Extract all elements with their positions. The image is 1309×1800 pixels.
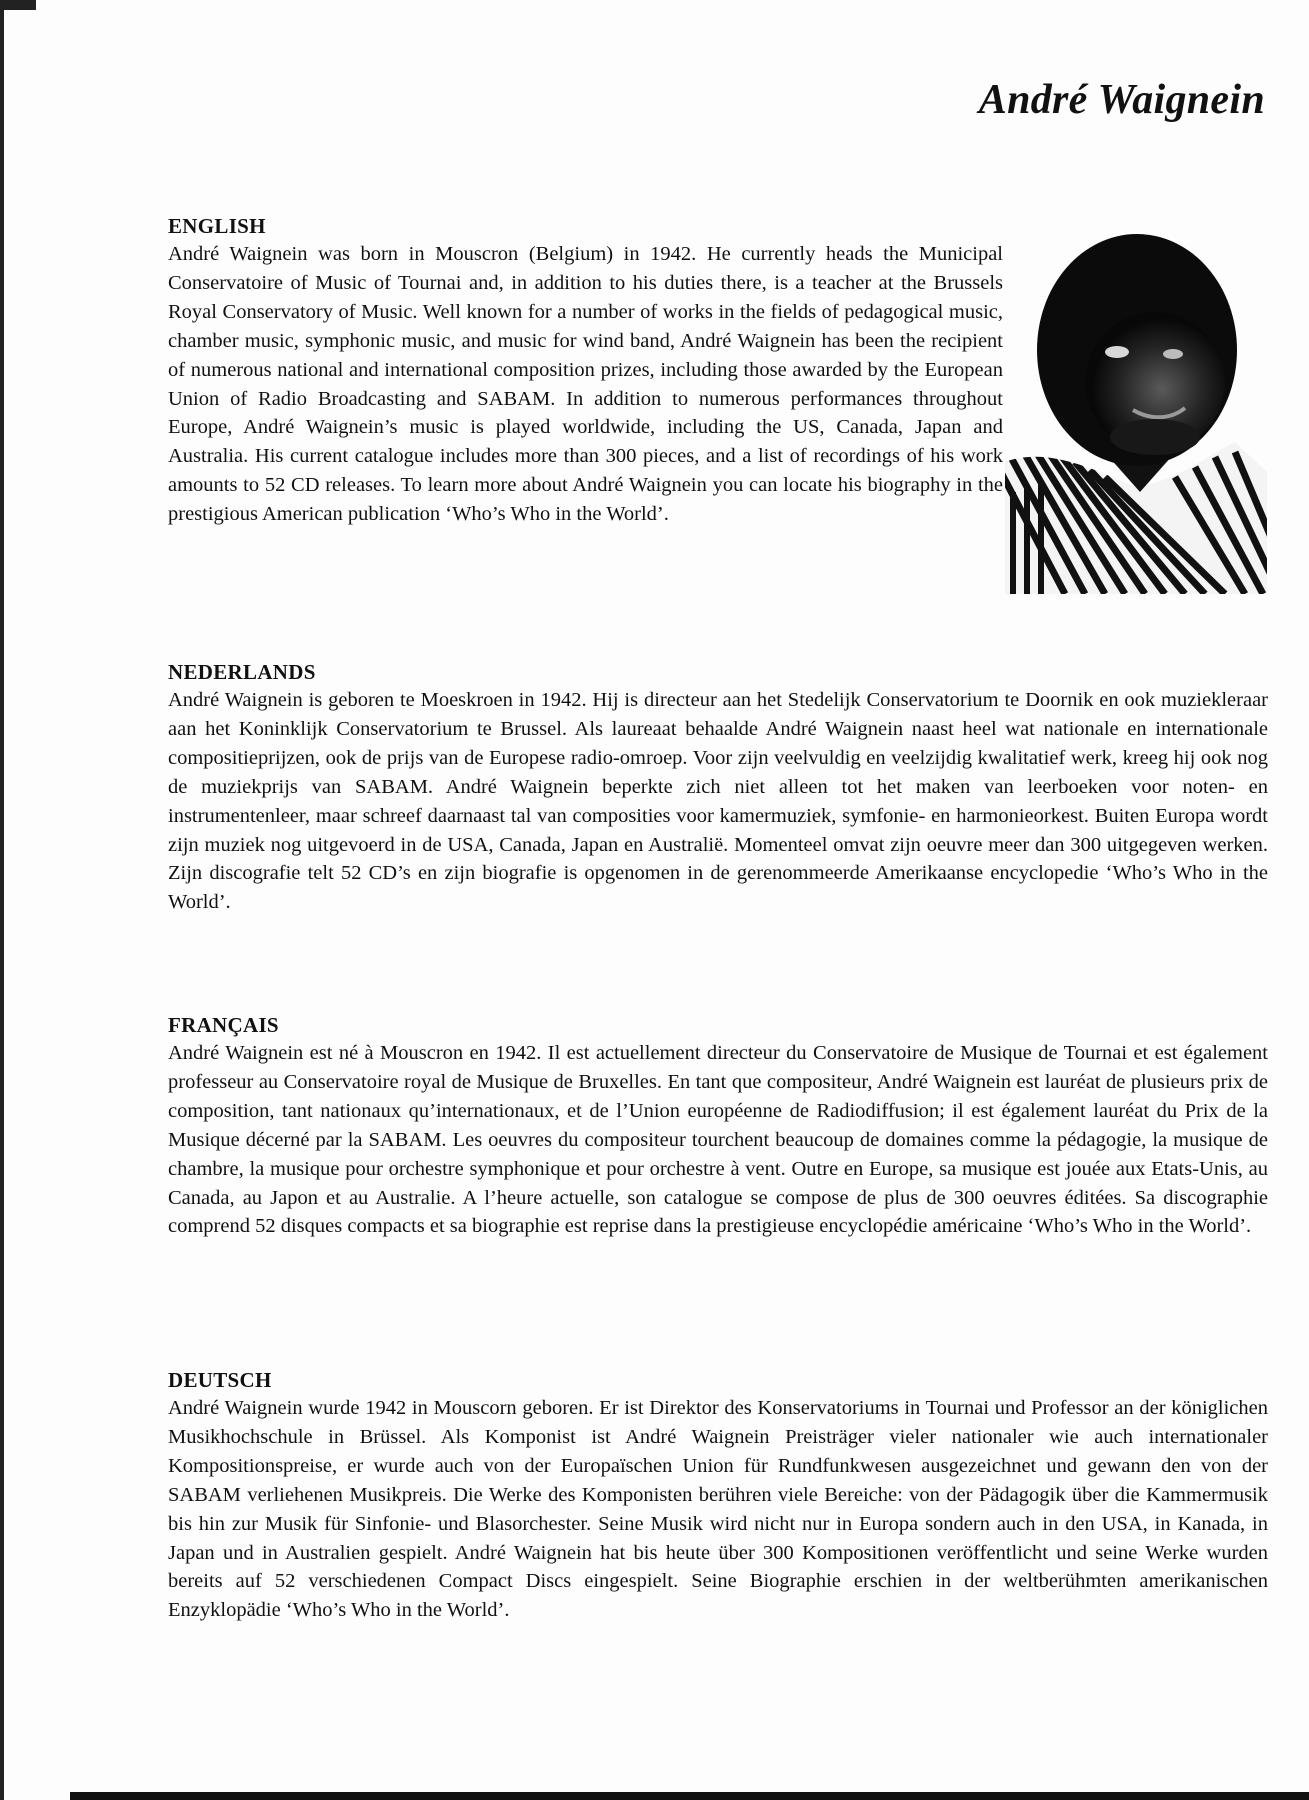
section-text-deutsch: André Waignein wurde 1942 in Mouscorn geboren. Er ist Direktor des Konservatoriums in Tournai und Professor an der königlichen Musikhochschule in Brüssel. Als Komponist ist André Waignein Preisträger vieler nationaler wie auch internationaler Kompositionspreise, er wurde auch von der Europaïschen Union für Rundfunkwesen ausgezeichnet und gewann den von der SABAM verliehenen Musikpreis. Die Werke des Komponisten berühren viele Bereiche: von der Pädagogik über die Kammermusik bis hin zur Musik für Sinfonie- und Blasorchester. Seine Musik wird nicht nur in Europa sondern auch in den USA, in Kanada, in Japan und in Australien gespielt. André Waignein hat bis heute über 300 Kompositionen veröffentlicht und seine Werke wurden bereits auf 52 verschiedenen Compact Discs eingespielt. Seine Biographie erschien in der weltberühmten amerikanischen Enzyklopädie ‘Who’s Who in the World’.: [168, 1397, 1268, 1622]
portrait-photo: [1005, 232, 1267, 594]
section-deutsch: [168, 1366, 1268, 1625]
section-text-english: André Waignein was born in Mouscron (Belgium) in 1942. He currently heads the Municipal Conservatoire of Music of Tournai and, in addition to his duties there, is a teacher at the Brussels Royal Conservatory of Music. Well known for a number of works in the fields of pedagogical music, chamber music, symphonic music, and music for wind band, André Waignein has been the recipient of numerous national and international composition prizes, including those awarded by the European Union of Radio Broadcasting and SABAM. In addition to numerous performances throughout Europe, André Waignein’s music is played worldwide, including the US, Canada, Japan and Australia. His current catalogue includes more than 300 pieces, and a list of recordings of his work amounts to 52 CD releases. To learn more about André Waignein you can locate his biography in the prestigious American publication ‘Who’s Who in the World’.: [168, 243, 1003, 526]
section-text-francais: André Waignein est né à Mouscron en 1942. Il est actuellement directeur du Conservatoire de Musique de Tournai et est également professeur au Conservatoire royal de Musique de Bruxelles. En tant que compositeur, André Waignein est lauréat de plusieurs prix de composition, tant nationaux qu’internationaux, et de l’Union européenne de Radiodiffusion; il est également lauréat du Prix de la Musique décerné par la SABAM. Les oeuvres du compositeur tourchent beaucoup de domaines comme la pédagogie, la musique de chambre, la musique pour orchestre symphonique et pour orchestre à vent. Outre en Europe, sa musique est jouée aux Etats-Unis, au Canada, au Japon et au Australie. A l’heure actuelle, son catalogue se compose de plus de 300 oeuvres éditées. Sa discographie comprend 52 disques compacts et sa biographie est reprise dans la prestigieuse encyclopédie américaine ‘Who’s Who in the World’.: [168, 1042, 1268, 1238]
page-title: André Waignein: [978, 77, 1265, 123]
section-text-nederlands: André Waignein is geboren te Moeskroen in 1942. Hij is directeur aan het Stedelijk Conservatorium te Doornik en ook muziekleraar aan het Koninklijk Conservatorium te Brussel. Als laureaat behaalde André Waignein naast heel wat nationale en internationale compositieprijzen, ook de prijs van de Europese radio-omroep. Voor zijn veelvuldig en veelzijdig kwalitatief werk, kreeg hij ook nog de muziekprijs van SABAM. André Waignein beperkte zich niet alleen tot het maken van leerboeken voor noten- en instrumentenleer, maar schreef daarnaast tal van composities voor kamermuziek, symfonie- en harmonieorkest. Buiten Europa wordt zijn muziek nog uitgevoerd in de USA, Canada, Japan en Australië. Momenteel omvat zijn oeuvre meer dan 300 uitgegeven werken. Zijn discografie telt 52 CD’s en zijn biografie is opgenomen in de gerenommeerde Amerikaanse encyclopedie ‘Who’s Who in the World’.: [168, 689, 1268, 914]
section-heading-deutsch: DEUTSCH: [168, 1368, 272, 1392]
scan-edge-left: [0, 0, 4, 1800]
section-heading-nederlands: NEDERLANDS: [168, 660, 316, 684]
section-english: [168, 212, 1003, 529]
section-nederlands: [168, 658, 1268, 917]
section-heading-english: ENGLISH: [168, 214, 266, 238]
scan-edge-bottom: [70, 1792, 1309, 1800]
scan-edge-top: [0, 0, 36, 10]
section-heading-francais: FRANÇAIS: [168, 1013, 279, 1037]
section-francais: [168, 1011, 1268, 1241]
